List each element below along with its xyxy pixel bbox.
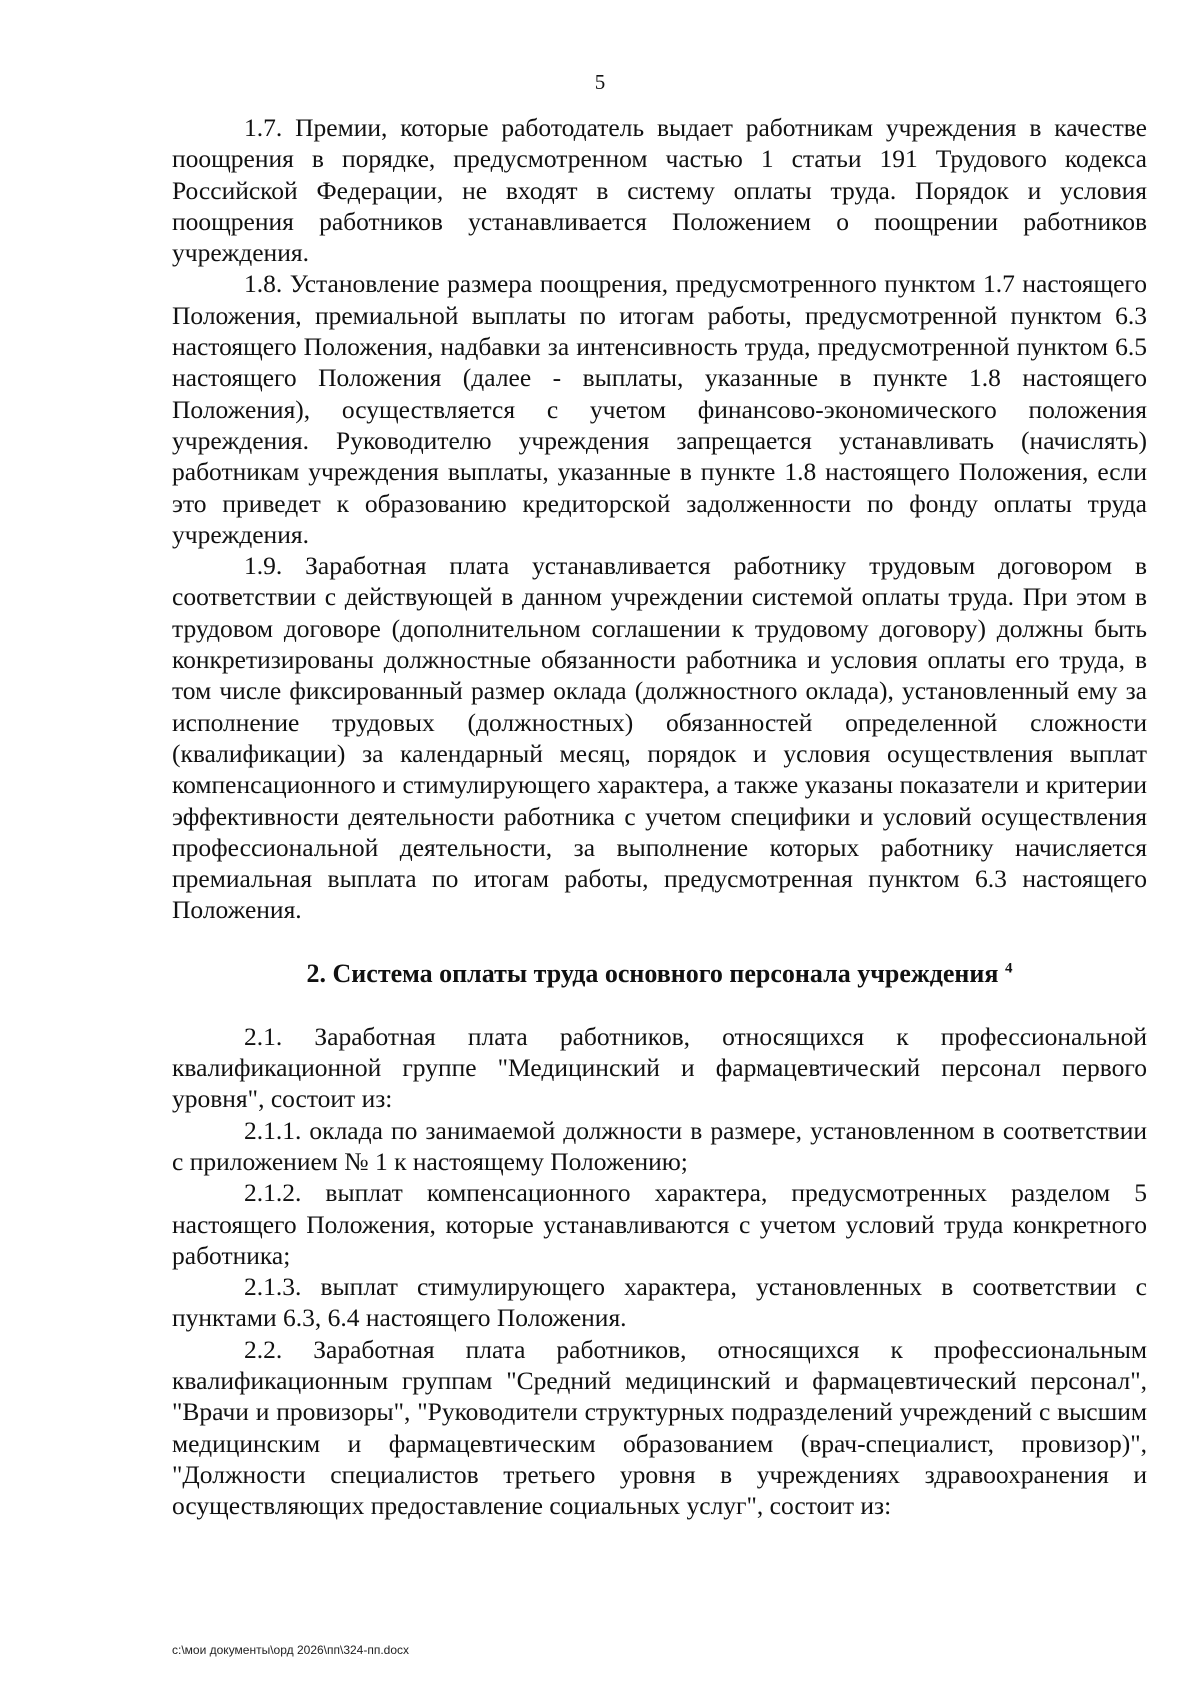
paragraph-1-8: 1.8. Установление размера поощрения, предусмотренного пунктом 1.7 настоящего Положения, премиальной выплаты по итогам работы, предусмотренной пунктом 6.3 настоящего Положения, надбавки за интенсивность труда, предусмотренной пунктом 6.5 настоящего Положения (далее - выплаты, указанные в пункте 1.8 настоящего Положения), осуществляется с учетом финансово-экономического положения учреждения. Руководителю учреждения запрещается устанавливать (начислять) работникам учреждения выплаты, указанные в пункте 1.8 настоящего Положения, если это приведет к образованию кредиторской задолженности по фонду оплаты труда учреждения. xyxy=(172,269,1147,549)
paragraph-2-1: 2.1. Заработная плата работников, относящихся к профессиональной квалификационной группе "Медицинский и фармацевтический персонал первого уровня", состоит из: xyxy=(172,1021,1147,1114)
footer-file-path: c:\мои документы\орд 2026\пп\324-пп.docx xyxy=(172,1643,410,1657)
paragraph-2-1-3: 2.1.3. выплат стимулирующего характера, установленных в соответствии с пунктами 6.3, 6.4 настоящего Положения. xyxy=(172,1272,1147,1333)
paragraph-1-9: 1.9. Заработная плата устанавливается работнику трудовым договором в соответствии с действующей в данном учреждении системой оплаты труда. При этом в трудовом договоре (дополнительном соглашении к трудовому договору) должны быть конкретизированы должностные обязанности работника и условия оплаты его труда, в том числе фиксированный размер оклада (должностного оклада), установленный ему за исполнение трудовых (должностных) обязанностей определенной сложности (квалификации) за календарный месяц, порядок и условия осуществления выплат компенсационного и стимулирующего характера, а также указаны показатели и критерии эффективности деятельности работника с учетом специфики и условий осуществления профессиональной деятельности, за выполнение которых работнику начисляется премиальная выплата по итогам работы, предусмотренная пунктом 6.3 настоящего Положения. xyxy=(172,551,1147,925)
section-heading xyxy=(172,958,1147,989)
paragraph-2-1-1: 2.1.1. оклада по занимаемой должности в размере, установленном в соответствии с приложением № 1 к настоящему Положению; xyxy=(172,1115,1147,1176)
document-body xyxy=(172,112,1147,1521)
page-number: 5 xyxy=(594,70,606,94)
section-heading-text: 2. Система оплаты труда основного персонала учреждения xyxy=(306,958,999,988)
paragraph-2-2: 2.2. Заработная плата работников, относящихся к профессиональным квалификационным группам "Средний медицинский и фармацевтический персонал", "Врачи и провизоры", "Руководители структурных подразделений учреждений с высшим медицинским и фармацевтическим образованием (врач-специалист, провизор)", "Должности специалистов третьего уровня в учреждениях здравоохранения и осуществляющих предоставление социальных услуг", состоит из: xyxy=(172,1334,1147,1521)
footnote-reference[interactable]: 4 xyxy=(1004,960,1013,977)
paragraph-2-1-2: 2.1.2. выплат компенсационного характера, предусмотренных разделом 5 настоящего Положения, которые устанавливаются с учетом условий труда конкретного работника; xyxy=(172,1178,1147,1270)
paragraph-1-7: 1.7. Премии, которые работодатель выдает работникам учреждения в качестве поощрения в порядке, предусмотренном частью 1 статьи 191 Трудового кодекса Российской Федерации, не входят в систему оплаты труда. Порядок и условия поощрения работников устанавливается Положением о поощрении работников учреждения. xyxy=(172,113,1147,268)
